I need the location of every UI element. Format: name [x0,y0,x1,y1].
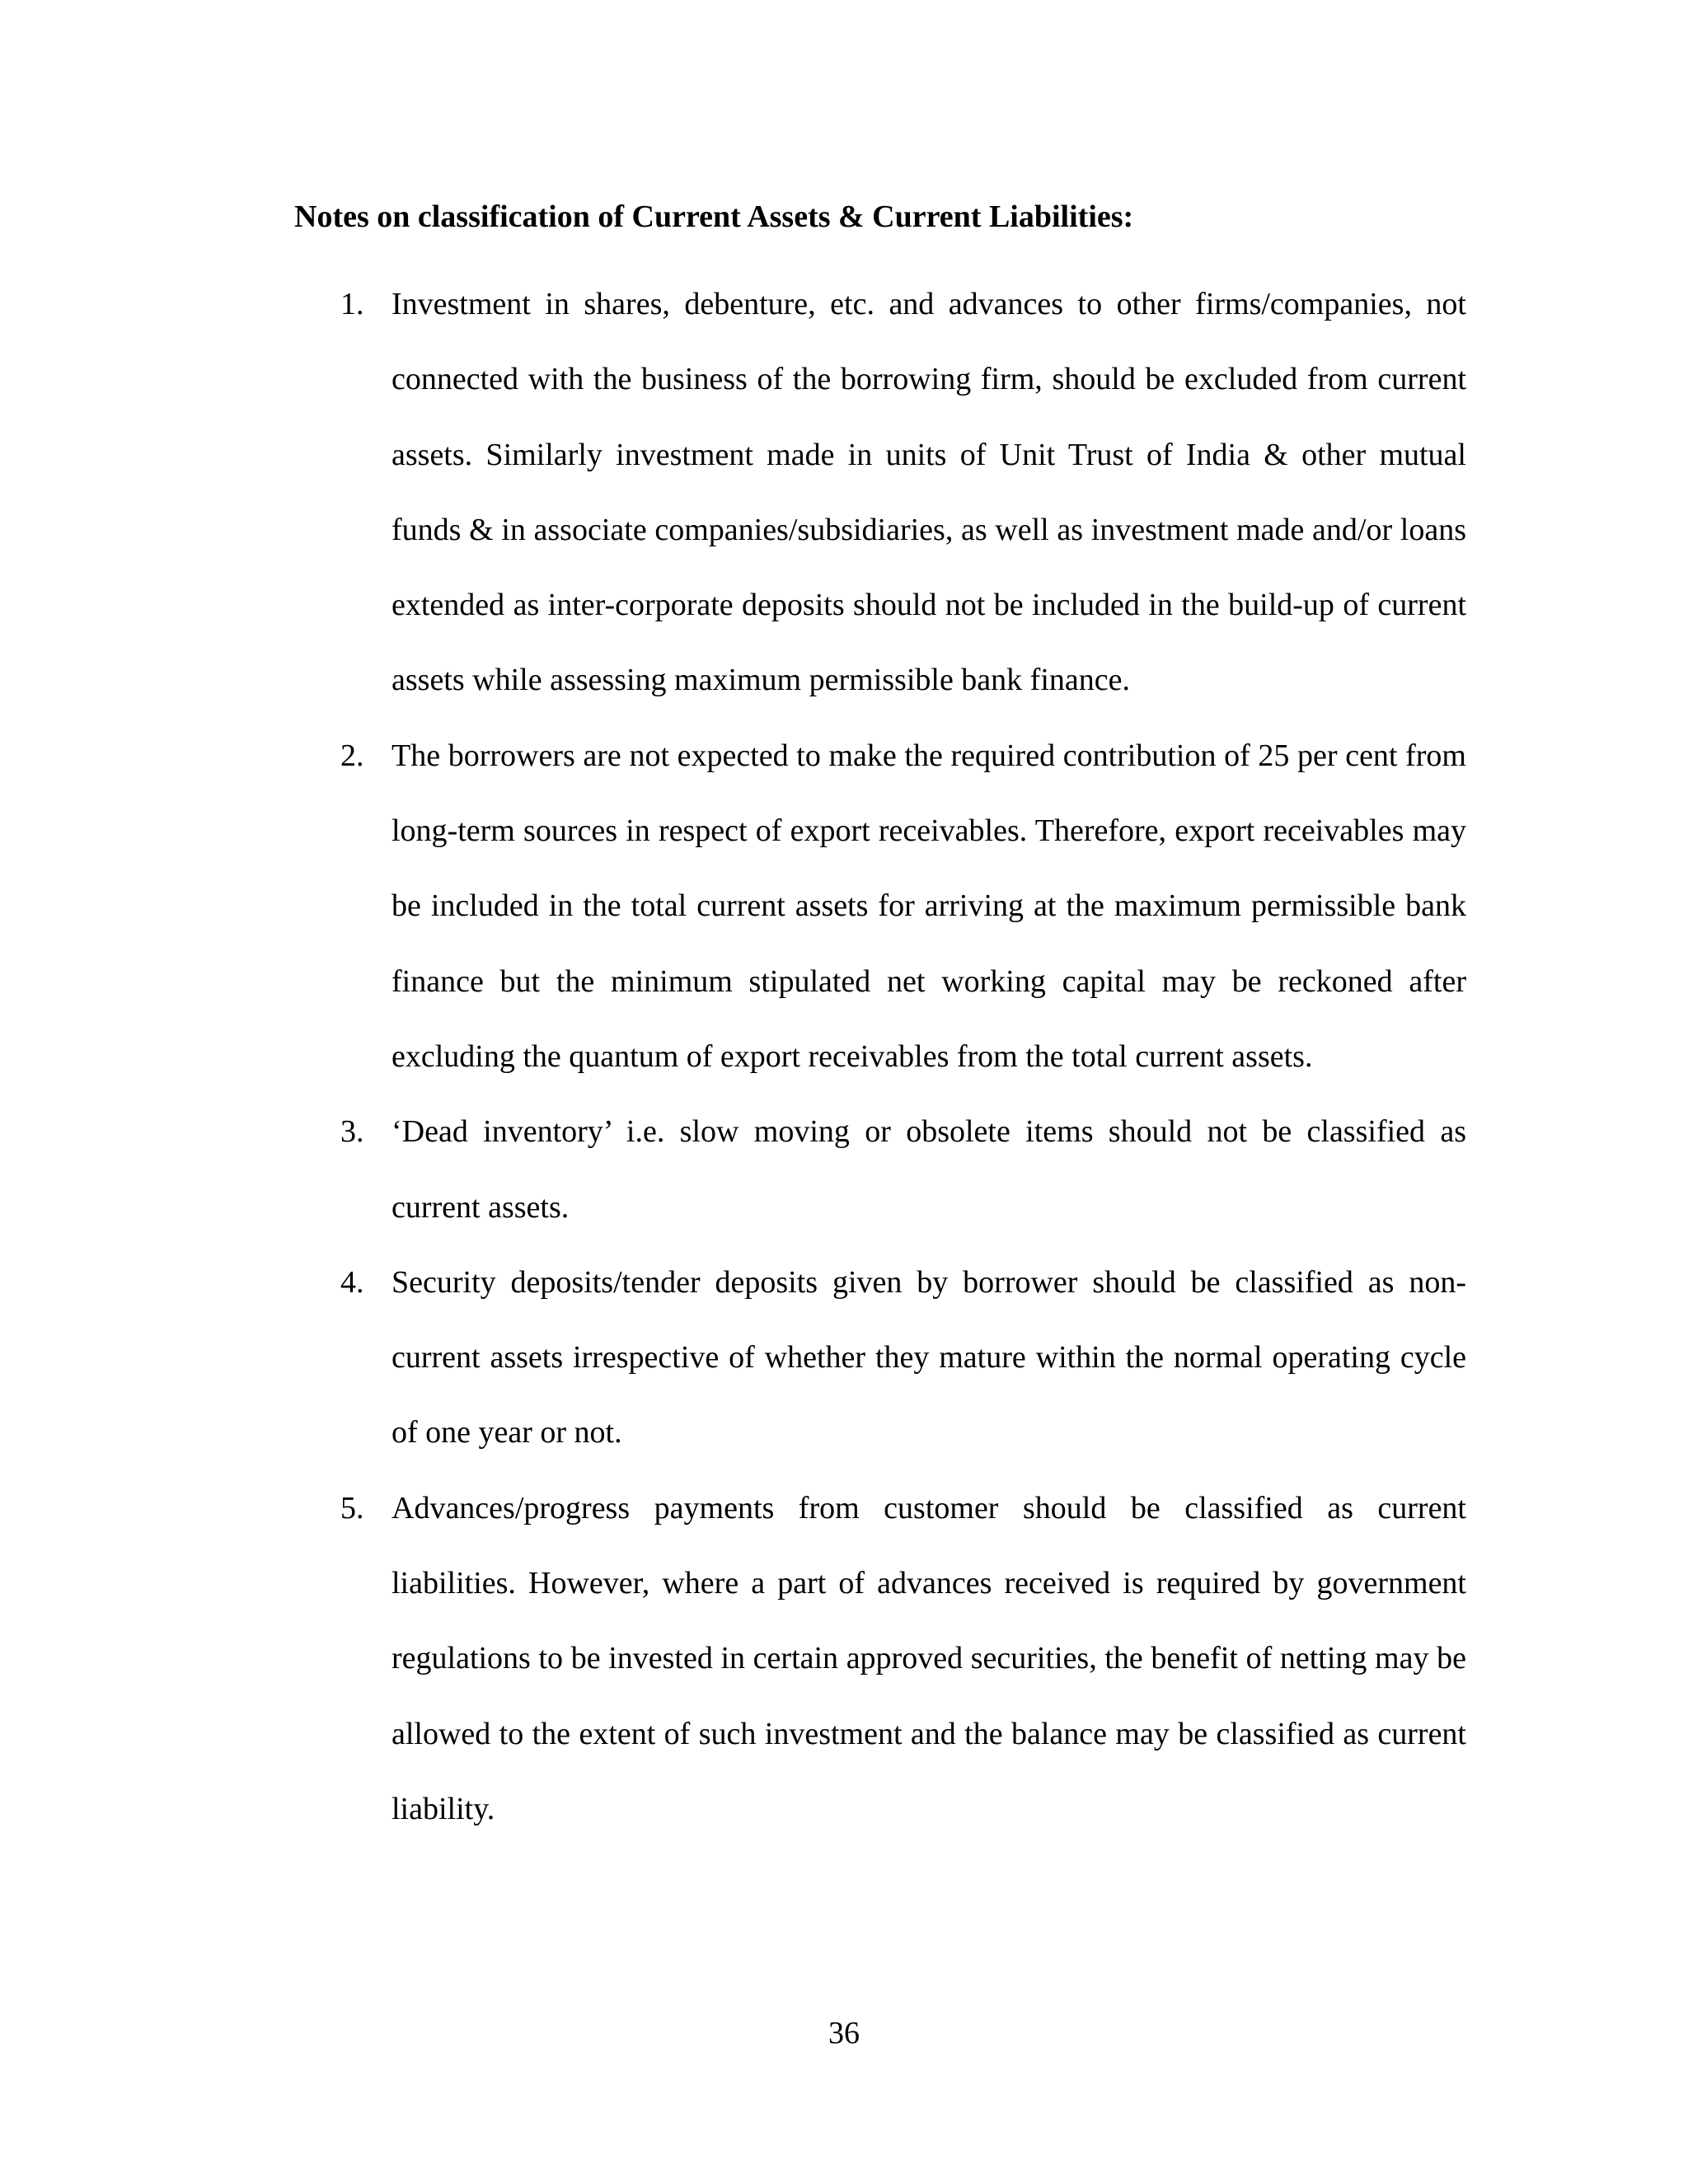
note-item-2 [294,719,1466,1094]
note-number: 2. [340,738,364,773]
note-text: Investment in shares, debenture, etc. and advances to other firms/companies, not connected with the business of the borrowing firm, should be excluded from current assets. Similarly investment made in units of Unit Trust of India & other mutual funds & in associate companies/subsidiaries, as well as investment made and/or loans extended as inter-corporate deposits should not be included in the build-up of current assets while assessing maximum permissible bank finance. [392,287,1466,698]
note-item-1 [294,267,1466,719]
note-item-4 [294,1245,1466,1471]
notes-heading: Notes on classification of Current Assets & Current Liabilities: [294,199,1134,234]
note-text: Advances/progress payments from customer should be classified as current liabilities. However, where a part of advances received is required by government regulations to be invested in certain approved securities, the benefit of netting may be allowed to the extent of such investment and the balance may be classified as current liability. [392,1490,1466,1826]
note-item-3 [294,1094,1466,1245]
note-number: 4. [340,1264,364,1300]
page-number: 36 [828,2016,860,2050]
note-number: 3. [340,1114,364,1150]
note-item-5 [294,1471,1466,1847]
note-text: ‘Dead inventory’ i.e. slow moving or obsolete items should not be classified as current assets. [392,1114,1466,1225]
note-text: The borrowers are not expected to make the required contribution of 25 per cent from long-term sources in respect of export receivables. Therefore, export receivables may be included in the total current assets for arriving at the maximum permissible bank finance but the minimum stipulated net working capital may be reckoned after excluding the quantum of export receivables from the total current assets. [392,738,1466,1074]
note-number: 5. [340,1490,364,1526]
notes-list [294,267,1466,1847]
note-number: 1. [340,287,364,321]
note-text: Security deposits/tender deposits given by borrower should be classified as non-current assets irrespective of whether they mature within the normal operating cycle of one year or not. [392,1264,1466,1451]
